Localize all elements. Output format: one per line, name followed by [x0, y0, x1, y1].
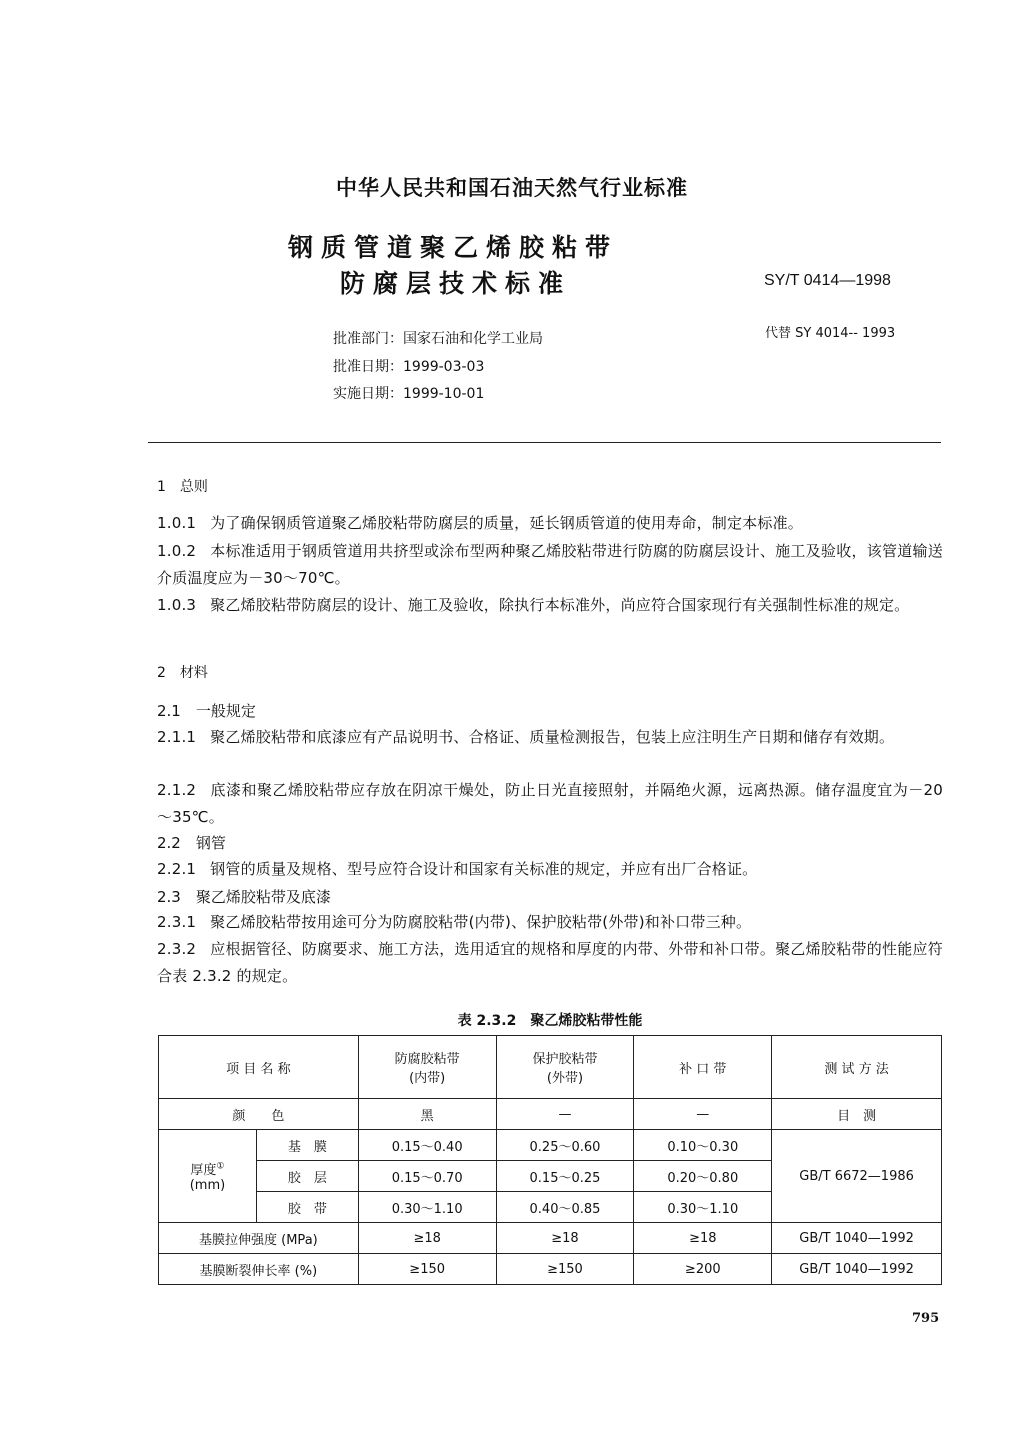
performance-table [158, 1035, 942, 1285]
table-row-color [159, 1099, 942, 1130]
clause-2-3-2 [157, 936, 943, 990]
cell-thickness-label [159, 1130, 257, 1223]
cell-inner: 0.15～0.40 [358, 1130, 496, 1161]
standard-code: SY/T 0414—1998 [764, 272, 891, 289]
header-test-method: 测 试 方 法 [772, 1036, 942, 1099]
clause-2-1-2 [157, 777, 943, 831]
cell-outer: ≥18 [496, 1223, 634, 1254]
clause-1-0-1 [157, 510, 943, 537]
header-outer-tape-line2: (外带) [546, 1071, 584, 1086]
cell-joint: ≥200 [634, 1254, 772, 1285]
issuing-authority-title: 中华人民共和国石油天然气行业标准 [336, 176, 688, 200]
header-inner-tape-line2: (内带) [409, 1071, 446, 1086]
cell-joint: 0.30～1.10 [634, 1192, 772, 1223]
cell-outer: 0.40～0.85 [496, 1192, 634, 1223]
cell-inner: ≥18 [358, 1223, 496, 1254]
cell-method: GB/T 1040—1992 [772, 1254, 942, 1285]
thickness-label-line1 [159, 1159, 256, 1178]
clause-number: 2.2.1 [157, 860, 197, 878]
cell-joint: 0.10～0.30 [634, 1130, 772, 1161]
clause-number: 1.0.3 [157, 596, 197, 614]
table-row-elongation [159, 1254, 942, 1285]
clause-text: 为了确保钢质管道聚乙烯胶粘带防腐层的质量，延长钢质管道的使用寿命，制定本标准。 [210, 514, 803, 532]
clause-number: 2.1.2 [157, 781, 197, 799]
section-1-heading: 1 总则 [157, 479, 208, 495]
replaces-standard: 代替 SY 4014-- 1993 [765, 326, 896, 341]
cell-outer: — [496, 1099, 634, 1130]
clause-number: 1.0.2 [157, 542, 197, 560]
cell-inner: 0.30～1.10 [358, 1192, 496, 1223]
cell-joint: 0.20～0.80 [634, 1161, 772, 1192]
cell-inner: 黑 [358, 1099, 496, 1130]
approval-date: 批准日期：1999-03-03 [333, 359, 485, 375]
cell-inner: ≥150 [358, 1254, 496, 1285]
thickness-label: 厚度 [190, 1163, 217, 1178]
clause-number: 1.0.1 [157, 514, 197, 532]
cell-outer: 0.15～0.25 [496, 1161, 634, 1192]
header-inner-tape [358, 1036, 496, 1099]
cell-inner: 0.15～0.70 [358, 1161, 496, 1192]
effective-date: 实施日期：1999-10-01 [333, 386, 485, 402]
clause-2-2-1 [157, 856, 943, 883]
cell-method: 目 测 [772, 1099, 942, 1130]
document-title-line1: 钢质管道聚乙烯胶粘带 [288, 233, 619, 262]
clause-1-0-3 [157, 592, 943, 619]
clause-number: 2.3.2 [157, 940, 197, 958]
header-divider [148, 442, 941, 443]
cell-label: 基膜断裂伸长率 (%) [159, 1254, 359, 1285]
clause-text: 聚乙烯胶粘带和底漆应有产品说明书、合格证、质量检测报告，包装上应注明生产日期和储存有效期。 [210, 728, 895, 746]
section-2-2-heading: 2.2 钢管 [157, 834, 226, 852]
clause-1-0-2 [157, 538, 943, 592]
clause-2-1-1 [157, 724, 943, 751]
section-2-1-heading: 2.1 一般规定 [157, 702, 256, 720]
thickness-unit: (mm) [189, 1178, 226, 1193]
cell-outer: ≥150 [496, 1254, 634, 1285]
clause-text: 聚乙烯胶粘带防腐层的设计、施工及验收，除执行本标准外，尚应符合国家现行有关强制性标准的规定。 [210, 596, 910, 614]
table-row-thickness-base [159, 1130, 942, 1161]
table-header-row [159, 1036, 942, 1099]
header-inner-tape-line1: 防腐胶粘带 [394, 1052, 460, 1067]
header-outer-tape [496, 1036, 634, 1099]
clause-text: 应根据管径、防腐要求、施工方法，选用适宜的规格和厚度的内带、外带和补口带。聚乙烯胶粘带的性能应符合表 2.3.2 的规定。 [157, 940, 943, 985]
clause-2-3-1 [157, 909, 943, 936]
cell-label: 基膜拉伸强度 (MPa) [159, 1223, 359, 1254]
clause-text: 钢管的质量及规格、型号应符合设计和国家有关标准的规定，并应有出厂合格证。 [210, 860, 758, 878]
cell-label: 颜 色 [159, 1099, 359, 1130]
cell-method: GB/T 1040—1992 [772, 1223, 942, 1254]
header-joint-tape: 补 口 带 [634, 1036, 772, 1099]
cell-sublabel: 基 膜 [256, 1130, 358, 1161]
clause-number: 2.1.1 [157, 728, 197, 746]
header-outer-tape-line1: 保护胶粘带 [532, 1052, 598, 1067]
clause-text: 底漆和聚乙烯胶粘带应存放在阴凉干燥处，防止日光直接照射，并隔绝火源，远离热源。储存温度宜为－20～35℃。 [157, 781, 943, 826]
cell-joint: — [634, 1099, 772, 1130]
section-2-3-heading: 2.3 聚乙烯胶粘带及底漆 [157, 888, 331, 906]
clause-text: 聚乙烯胶粘带按用途可分为防腐胶粘带(内带)、保护胶粘带(外带)和补口带三种。 [210, 913, 752, 931]
section-2-heading: 2 材料 [157, 665, 208, 681]
clause-number: 2.3.1 [157, 913, 197, 931]
page-number: 795 [912, 1311, 940, 1326]
cell-outer: 0.25～0.60 [496, 1130, 634, 1161]
header-item-name: 项 目 名 称 [159, 1036, 359, 1099]
table-row-tensile [159, 1223, 942, 1254]
cell-joint: ≥18 [634, 1223, 772, 1254]
document-title-line2: 防腐层技术标准 [340, 269, 572, 298]
approved-by: 批准部门：国家石油和化学工业局 [333, 331, 543, 347]
cell-sublabel: 胶 层 [256, 1161, 358, 1192]
cell-method: GB/T 6672—1986 [772, 1130, 942, 1223]
clause-text: 本标准适用于钢质管道用共挤型或涂布型两种聚乙烯胶粘带进行防腐的防腐层设计、施工及验收，该管道输送介质温度应为－30～70℃。 [157, 542, 943, 587]
table-caption: 表 2.3.2 聚乙烯胶粘带性能 [457, 1013, 643, 1029]
cell-sublabel: 胶 带 [256, 1192, 358, 1223]
footnote-marker: ① [216, 1161, 225, 1172]
